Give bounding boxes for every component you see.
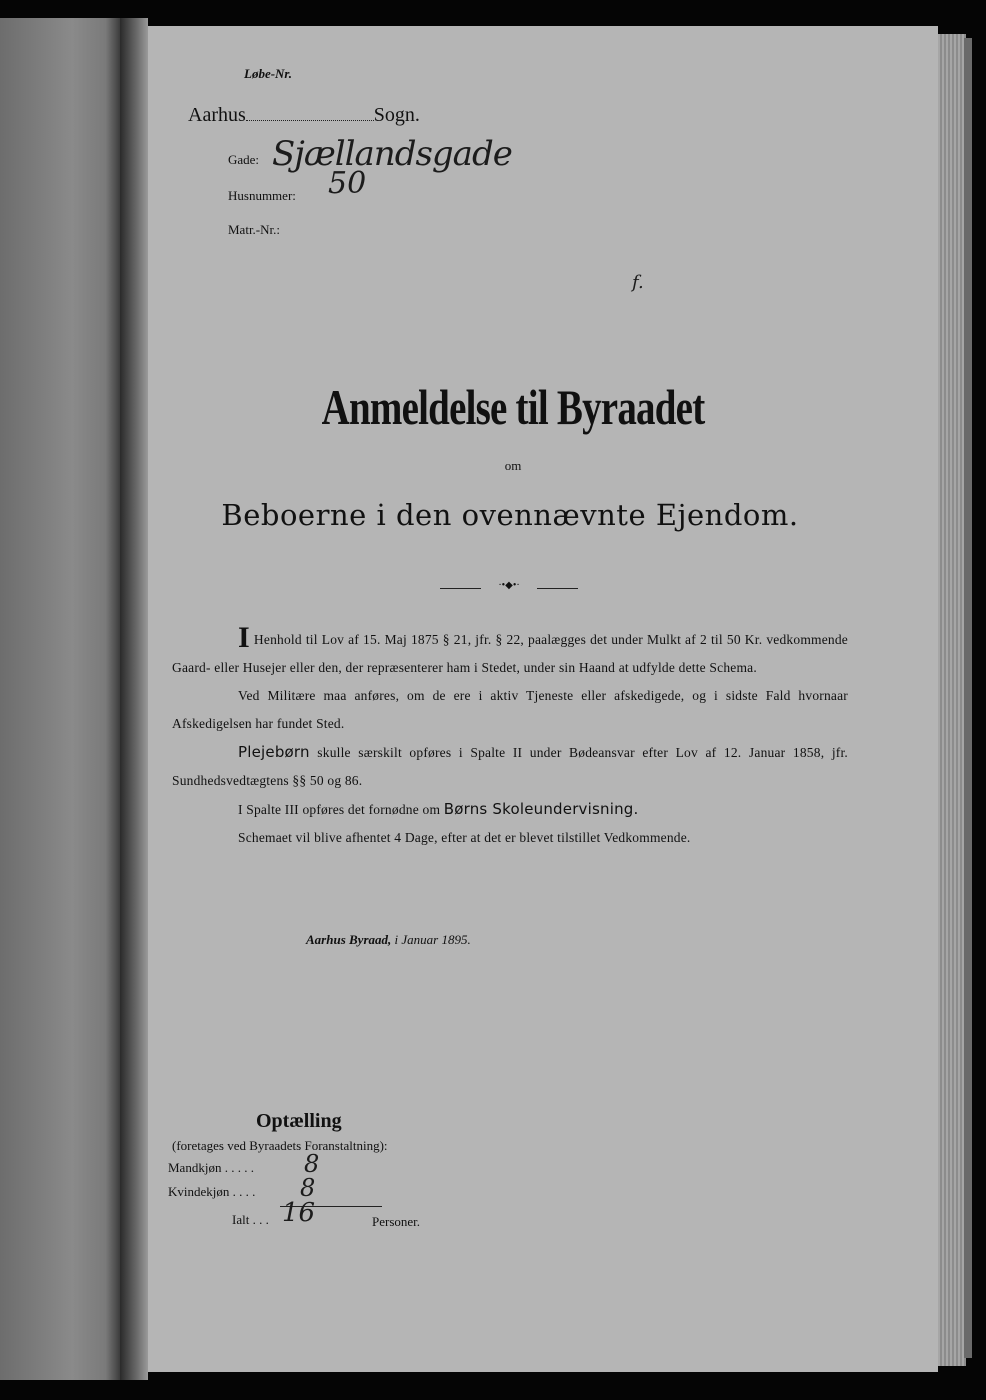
issuer-name: Aarhus Byraad, [306, 932, 392, 947]
mandkjon-row [168, 1160, 254, 1176]
issue-date: i Januar 1895. [394, 932, 471, 947]
lobe-nr-label: Løbe-Nr. [244, 66, 293, 81]
instruction-paragraph-5: Schemaet vil blive afhentet 4 Dage, efter at det er blevet tilstillet Vedkommende. [238, 830, 691, 845]
issuer-line [306, 932, 471, 948]
gade-value: Sjællandsgade [272, 134, 512, 174]
ornament: ·•◆•· [481, 580, 537, 591]
mandkjon-dots: . . . . . [224, 1160, 254, 1175]
page-stack-edge [936, 34, 966, 1366]
personer-label: Personer. [372, 1214, 421, 1229]
kvindekjon-dots: . . . . [232, 1184, 256, 1199]
city-sogn-line [188, 104, 420, 127]
count-subtitle: (foretages ved Byraadets Foranstaltning): [172, 1138, 388, 1153]
gade-label: Gade: [228, 152, 260, 167]
skoleundervisning-emphasis: Børns Skoleundervisning. [443, 800, 639, 818]
city-label: Aarhus [188, 104, 246, 126]
husnummer-label: Husnummer: [228, 188, 296, 203]
instruction-paragraph-1 [172, 621, 848, 682]
count-title: Optælling [256, 1110, 342, 1132]
kvindekjon-label: Kvindekjøn [168, 1184, 230, 1199]
instruction-text-4: I Spalte III opføres det fornødne om [238, 802, 441, 817]
plejeborn-heading: Plejebørn [238, 743, 310, 761]
ialt-value: 16 [282, 1198, 316, 1228]
mandkjon-label: Mandkjøn [168, 1160, 222, 1175]
matr-nr-label: Matr.-Nr.: [228, 222, 280, 237]
form-subtitle: Beboerne i den ovennævnte Ejendom. [221, 498, 799, 532]
instruction-paragraph-4 [172, 795, 848, 824]
instructions-block [172, 621, 848, 852]
instruction-text-1: Henhold til Lov af 15. Maj 1875 § 21, jfr. § 22, paalægges det under Mulkt af 2 til 50 Kr. vedkommende Gaard- eller Husejer eller den, der repræsenterer ham i Stedet, under sin Haand at udfylde dette Schema. [172, 632, 848, 675]
ialt-row [232, 1212, 269, 1228]
sogn-blank [246, 120, 374, 121]
left-facing-page [0, 18, 120, 1380]
ialt-dots: . . . [252, 1212, 269, 1227]
page-stack-shadow [964, 38, 972, 1358]
sogn-label: Sogn. [373, 104, 420, 126]
kvindekjon-value: 8 [300, 1174, 316, 1202]
stray-pencil-mark: f. [632, 272, 644, 293]
instruction-paragraph-2: Ved Militære maa anføres, om de ere i aktiv Tjeneste eller afskedigede, og i sidste Fald hvornaar Afskedigelsen har fundet Sted. [172, 688, 848, 731]
form-title: Anmeldelse til Byraadet [321, 379, 705, 435]
husnummer-value: 50 [328, 166, 367, 201]
book-gutter [120, 18, 148, 1380]
form-page [148, 26, 938, 1372]
ialt-label: Ialt [232, 1212, 250, 1227]
drop-initial: I [238, 621, 250, 654]
mandkjon-value: 8 [304, 1150, 320, 1178]
instruction-text-3: skulle særskilt opføres i Spalte II under Bødeansvar efter Lov af 12. Januar 1858, jfr. Sundhedsvedtægtens §§ 50 og 86. [172, 745, 848, 788]
instruction-paragraph-3 [172, 738, 848, 795]
kvindekjon-row [168, 1184, 255, 1200]
title-om: om [504, 458, 522, 473]
